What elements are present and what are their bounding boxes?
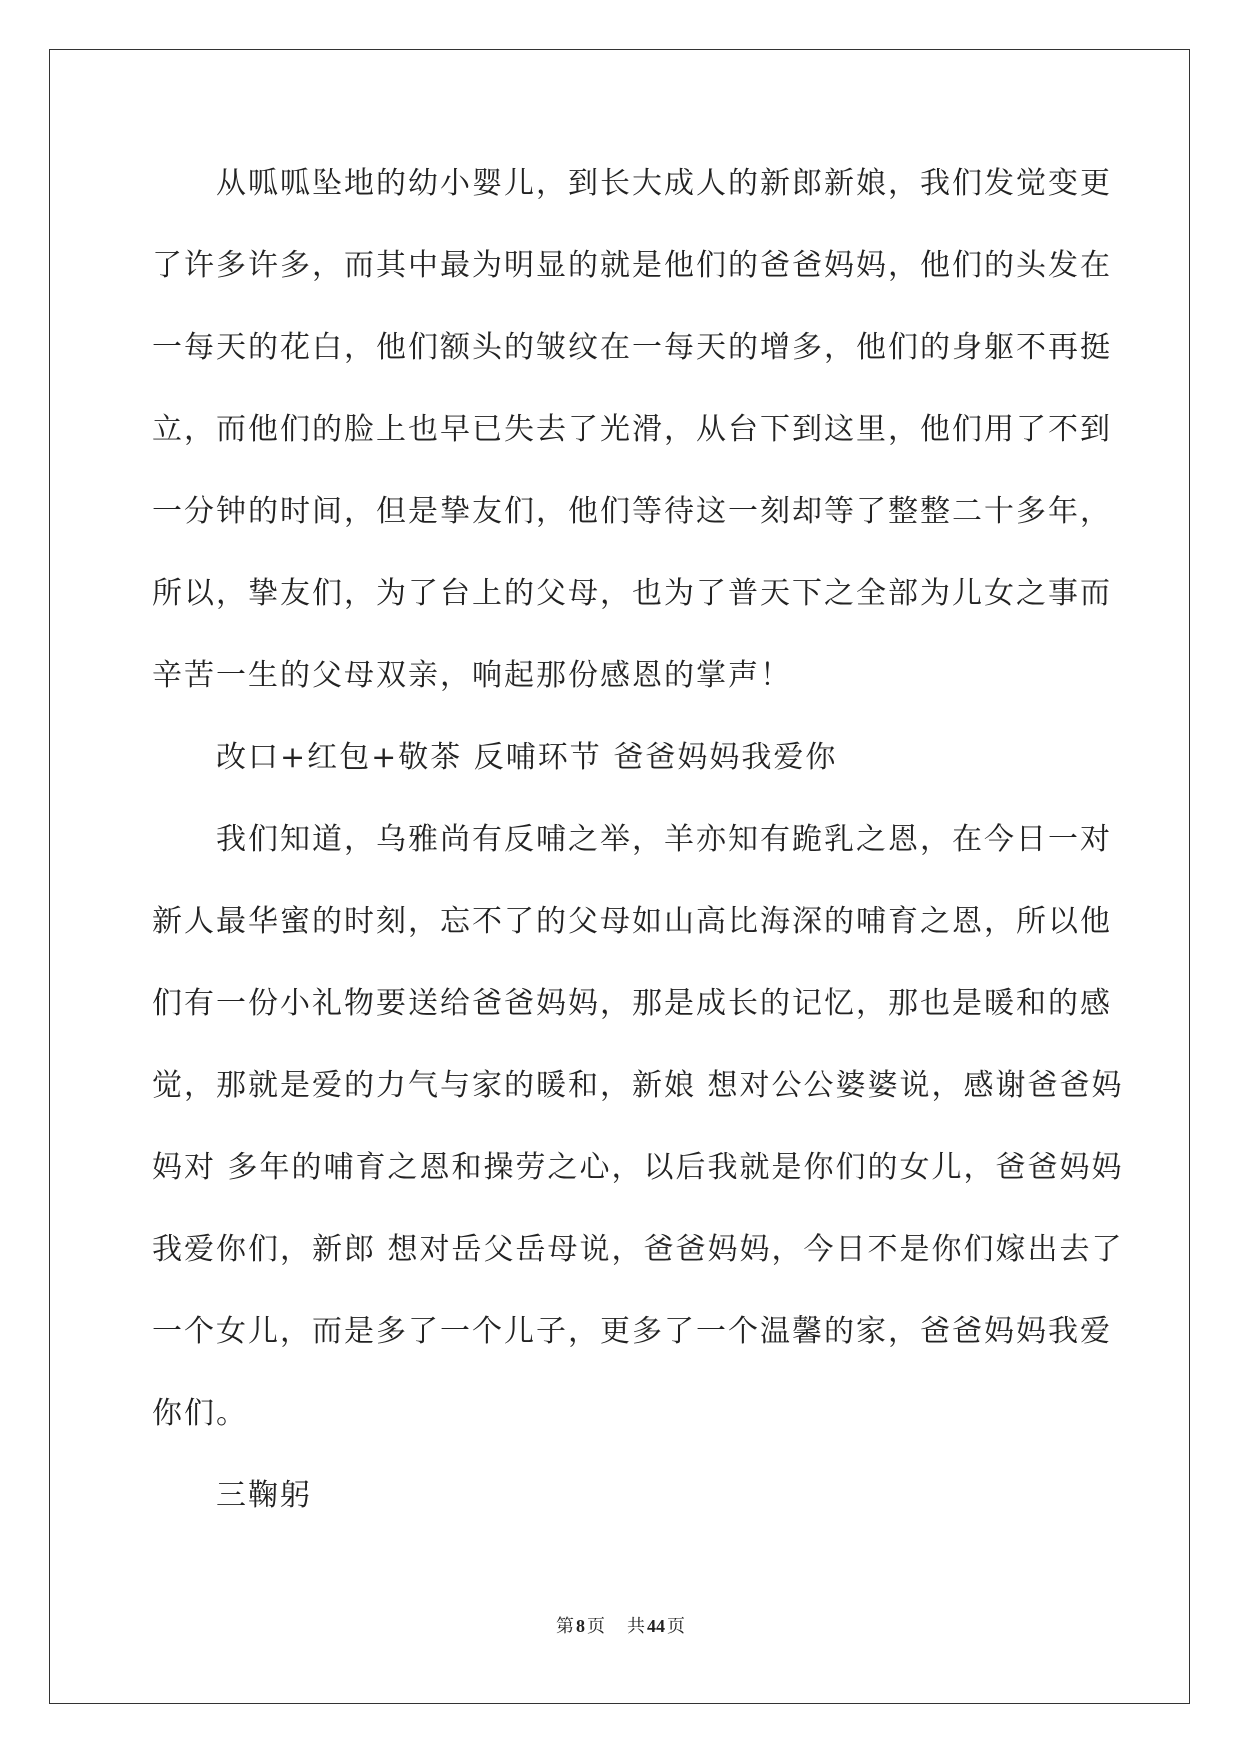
paragraph-2-line-7: 一个女儿，而是多了一个儿子，更多了一个温馨的家，爸爸妈妈我爱 — [152, 1314, 1112, 1349]
paragraph-2-line-8: 你们。 — [152, 1396, 248, 1431]
paragraph-1-line-7: 辛苦一生的父母双亲，响起那份感恩的掌声！ — [152, 658, 792, 693]
paragraph-1-line-5: 一分钟的时间，但是挚友们，他们等待这一刻却等了整整二十多年， — [152, 494, 1112, 529]
paragraph-2-line-4: 觉，那就是爱的力气与家的暖和，新娘 想对公公婆婆说，感谢爸爸妈 — [152, 1068, 1124, 1103]
total-pages: 44 — [647, 1616, 665, 1636]
paragraph-2-line-1: 我们知道，乌雅尚有反哺之举，羊亦知有跪乳之恩，在今日一对 — [216, 822, 1112, 857]
total-suffix: 页 — [667, 1616, 685, 1636]
paragraph-1-line-3: 一每天的花白，他们额头的皱纹在一每天的增多，他们的身躯不再挺 — [152, 330, 1112, 365]
page-number: 8 — [576, 1616, 585, 1636]
paragraph-1-line-1: 从呱呱坠地的幼小婴儿，到长大成人的新郎新娘，我们发觉变更 — [216, 166, 1112, 201]
page-footer — [0, 1612, 1241, 1638]
paragraph-1-line-2: 了许多许多，而其中最为明显的就是他们的爸爸妈妈，他们的头发在 — [152, 248, 1112, 283]
paragraph-2-line-2: 新人最华蜜的时刻，忘不了的父母如山高比海深的哺育之恩，所以他 — [152, 904, 1112, 939]
paragraph-1-line-6: 所以，挚友们，为了台上的父母，也为了普天下之全部为儿女之事而 — [152, 576, 1112, 611]
paragraph-2-line-6: 我爱你们，新郎 想对岳父岳母说，爸爸妈妈，今日不是你们嫁出去了 — [152, 1232, 1124, 1267]
document-body — [152, 150, 1124, 1544]
paragraph-1-line-4: 立，而他们的脸上也早已失去了光滑，从台下到这里，他们用了不到 — [152, 412, 1112, 447]
total-prefix: 共 — [627, 1616, 645, 1636]
paragraph-2-line-3: 们有一份小礼物要送给爸爸妈妈，那是成长的记忆，那也是暖和的感 — [152, 986, 1112, 1021]
section-heading-sanjugong: 三鞠躬 — [216, 1478, 312, 1513]
section-heading-gaikou: 改口+红包+敬茶 反哺环节 爸爸妈妈我爱你 — [216, 740, 838, 775]
page-suffix: 页 — [587, 1616, 605, 1636]
page-prefix: 第 — [556, 1616, 574, 1636]
paragraph-2-line-5: 妈对 多年的哺育之恩和操劳之心，以后我就是你们的女儿，爸爸妈妈 — [152, 1150, 1124, 1185]
